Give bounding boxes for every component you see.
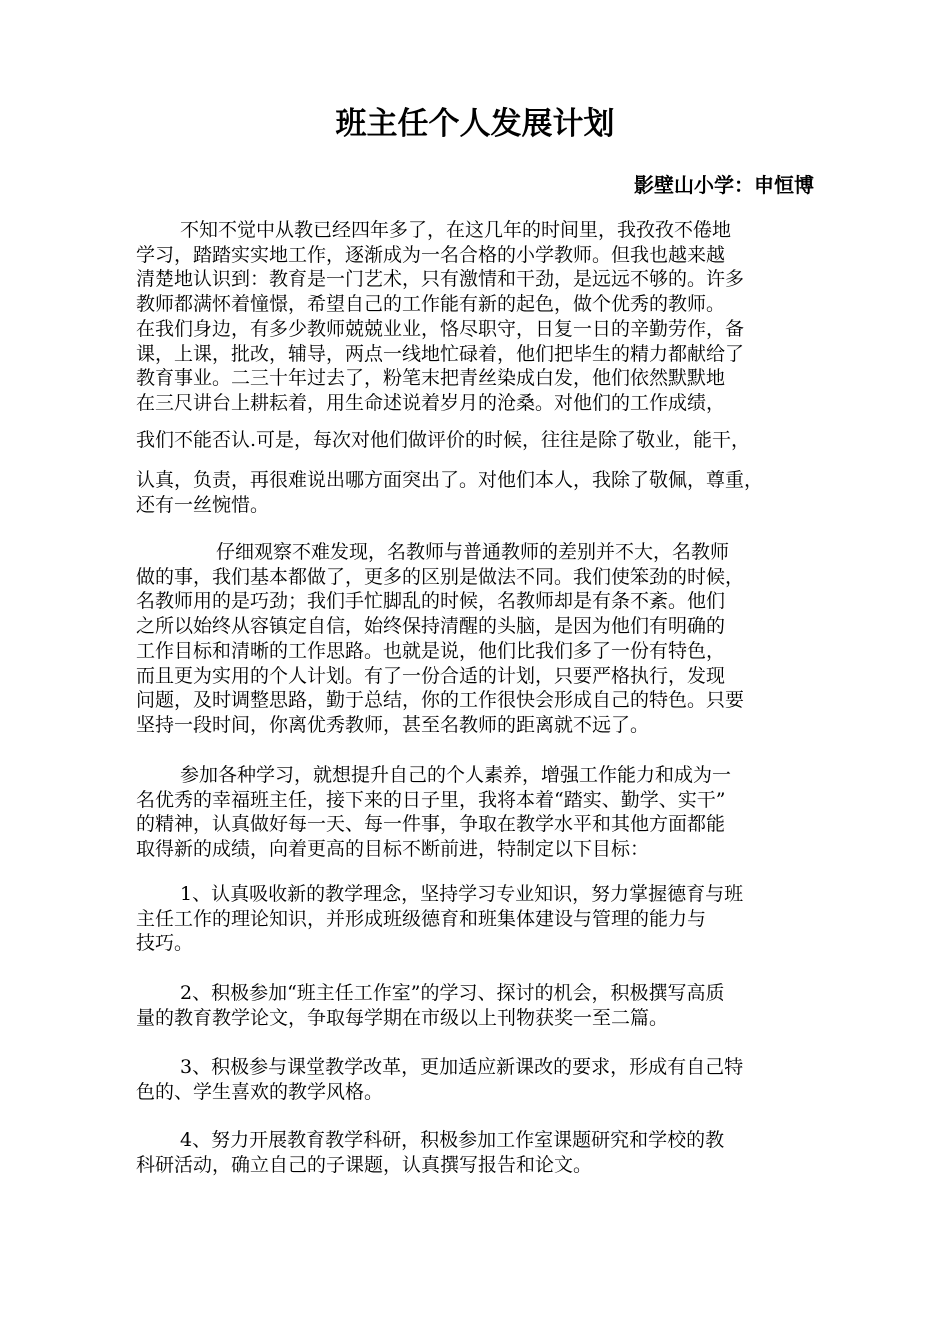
text-line: 在我们身边，有多少教师兢兢业业，恪尽职守，日复一日的辛勤劳作，备 xyxy=(136,317,745,340)
text-line: 而且更为实用的个人计划。有了一份合适的计划，只要严格执行，发现 xyxy=(136,664,726,687)
text-line: 色的、学生喜欢的教学风格。 xyxy=(136,1080,384,1103)
text-line: 4、努力开展教育教学科研，积极参加工作室课题研究和学校的教 xyxy=(180,1129,725,1151)
text-line: 参加各种学习，就想提升自己的个人素养，增强工作能力和成为一 xyxy=(180,764,732,786)
goal-4 xyxy=(136,1128,826,1177)
paragraph-1-continuation xyxy=(136,428,826,453)
text-line: 在三尺讲台上耕耘着，用生命述说着岁月的沧桑。对他们的工作成绩， xyxy=(136,391,726,414)
text-line: 坚持一段时间，你离优秀教师，甚至名教师的距离就不远了。 xyxy=(136,713,650,736)
text-line: 教育事业。二三十年过去了，粉笔末把青丝染成白发，他们依然默默地 xyxy=(136,367,726,390)
text-line: 问题，及时调整思路，勤于总结，你的工作很快会形成自己的特色。只要 xyxy=(136,689,745,712)
text-line: 科研活动，确立自己的子课题，认真撰写报告和论文。 xyxy=(136,1153,593,1176)
text-line: 取得新的成绩，向着更高的目标不断前进，特制定以下目标： xyxy=(136,838,650,861)
document-author: 影壁山小学：申恒博 xyxy=(634,173,814,197)
text-line: 名优秀的幸福班主任，接下来的日子里，我将本着“踏实、勤学、实干” xyxy=(136,788,726,811)
text-line: 学习，踏踏实实地工作，逐渐成为一名合格的小学教师。但我也越来越 xyxy=(136,243,726,266)
text-line: 主任工作的理论知识，并形成班级德育和班集体建设与管理的能力与 xyxy=(136,907,707,930)
paragraph-1 xyxy=(136,218,826,416)
text-line: 技巧。 xyxy=(136,932,194,955)
paragraph-2 xyxy=(136,540,826,738)
paragraph-3 xyxy=(136,763,826,862)
text-line: 量的教育教学论文，争取每学期在市级以上刊物获奖一至二篇。 xyxy=(136,1006,669,1029)
text-line: 1、认真吸收新的教学理念，坚持学习专业知识，努力掌握德育与班 xyxy=(180,883,744,905)
text-line: 的精神，认真做好每一天、每一件事，争取在教学水平和其他方面都能 xyxy=(136,813,726,836)
goal-1 xyxy=(136,882,826,956)
text-line: 不知不觉中从教已经四年多了，在这几年的时间里，我孜孜不倦地 xyxy=(180,219,732,241)
text-line: 仔细观察不难发现，名教师与普通教师的差别并不大，名教师 xyxy=(216,541,730,563)
text-line: 2、积极参加“班主任工作室”的学习、探讨的机会，积极撰写高质 xyxy=(180,982,725,1004)
text-line: 工作目标和清晰的工作思路。也就是说，他们比我们多了一份有特色， xyxy=(136,639,726,662)
text-line: 3、积极参与课堂教学改革，更加适应新课改的要求，形成有自己特 xyxy=(180,1056,744,1078)
text-line: 课，上课，批改，辅导，两点一线地忙碌着，他们把毕生的精力都献给了 xyxy=(136,342,745,365)
paragraph-1-end xyxy=(136,468,826,517)
text-line: 名教师用的是巧劲；我们手忙脚乱的时候，名教师却是有条不紊。他们 xyxy=(136,590,726,613)
text-line: 教师都满怀着憧憬，希望自己的工作能有新的起色，做个优秀的教师。 xyxy=(136,293,726,316)
text-line: 清楚地认识到：教育是一门艺术，只有激情和干劲，是远远不够的。许多 xyxy=(136,268,745,291)
text-line: 认真，负责，再很难说出哪方面突出了。对他们本人，我除了敬佩，尊重， xyxy=(136,469,764,491)
goal-2 xyxy=(136,981,826,1030)
goal-3 xyxy=(136,1055,826,1104)
text-line: 做的事，我们基本都做了，更多的区别是做法不同。我们使笨劲的时候， xyxy=(136,565,745,588)
text-line: 之所以始终从容镇定自信，始终保持清醒的头脑，是因为他们有明确的 xyxy=(136,615,726,638)
text-line: 还有一丝惋惜。 xyxy=(136,493,270,516)
text-line: 我们不能否认.可是，每次对他们做评价的时候，往往是除了敬业，能干， xyxy=(136,429,751,451)
document-title: 班主任个人发展计划 xyxy=(335,106,615,142)
